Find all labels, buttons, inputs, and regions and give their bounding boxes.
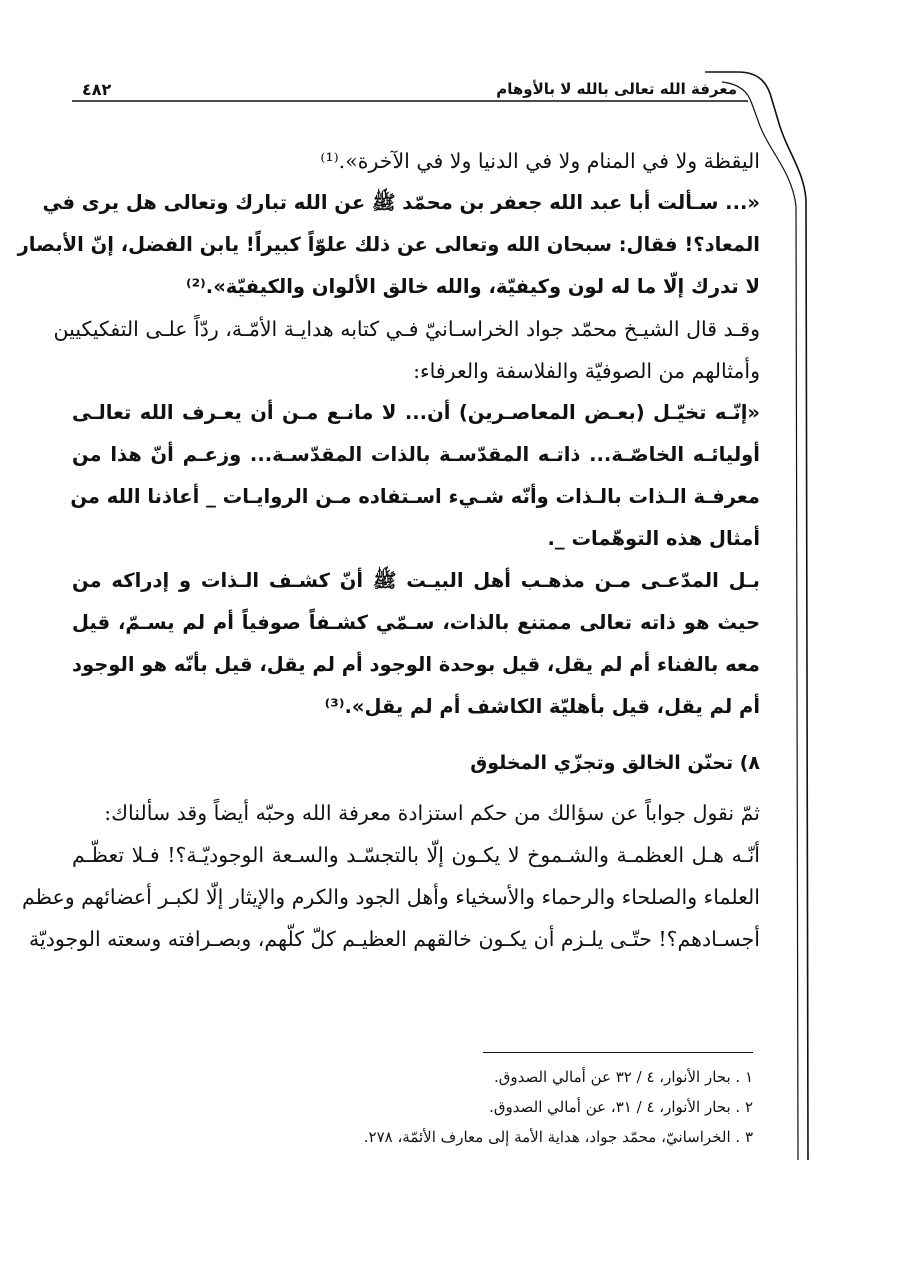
text-line: وقـد قال الشيـخ محمّد جواد الخراسـانيّ فـي كتابه هدايـة الأمّـة، ردّاً علـى التفكيكيين: [53, 317, 760, 341]
text-line: اليقظة ولا في المنام ولا في الدنيا ولا في الآخرة».⁽¹⁾: [320, 149, 760, 173]
footnote: ٢ . بحار الأنوار، ٤ / ٣١، عن أمالي الصدوق.: [489, 1098, 753, 1116]
quote-line: أمثال هذه التوهّمات _.: [547, 527, 760, 550]
main-text: [17, 140, 760, 960]
quote-line: معه بالفناء أم لم يقل، قيل بوحدة الوجود أم لم يقل، قيل بأنّه هو الوجود: [72, 653, 760, 676]
running-title: معرفة الله تعالى بالله لا بالأوهام: [496, 80, 737, 98]
text-line: أنّـه هـل العظمـة والشـموخ لا يكـون إلّا بالتجسّـد والسـعة الوجوديّـة؟! فـلا تعظّـم: [72, 843, 760, 867]
footnotes: [193, 1062, 753, 1152]
quote-line: المعاد؟! فقال: سبحان الله وتعالى عن ذلك علوّاً كبيراً! يابن الفضل، إنّ الأبصار: [17, 233, 760, 256]
quote-line: «إنّـه تخيّـل (بعـض المعاصـرين) أن... لا مانـع مـن أن يعـرف الله تعالـى: [72, 401, 760, 424]
page-number: ٤٨٢: [82, 80, 112, 99]
footnote: ٣ . الخراسانيّ، محمّد جواد، هداية الأمة إلى معارف الأئمّة، ٢٧٨.: [363, 1128, 753, 1146]
text-line: العلماء والصلحاء والرحماء والأسخياء وأهل الجود والكرم والإيثار إلّا لكبـر أعضائهم وعظم: [22, 885, 760, 909]
quote-line: لا تدرك إلّا ما له لون وكيفيّة، والله خالق الألوان والكيفيّة».⁽²⁾: [186, 275, 760, 298]
quote-line: بـل المدّعـى مـن مذهـب أهل البيـت ﷺ أنّ كشـف الـذات و إدراكه من: [72, 569, 760, 592]
quote-line: معرفـة الـذات بالـذات وأنّه شـيء اسـتفاده مـن الروايـات _ أعاذنا الله من: [70, 485, 760, 508]
section-heading: ٨) تحنّن الخالق وتجزّي المخلوق: [470, 752, 760, 774]
text-line: وأمثالهم من الصوفيّة والفلاسفة والعرفاء:: [413, 359, 760, 383]
quote-line: أوليائـه الخاصّـة... ذاتـه المقدّسـة بالذات المقدّسـة... وزعـم أنّ هذا من: [72, 443, 760, 466]
quote-line: «... سـألت أبا عبد الله جعفر بن محمّد ﷺ عن الله تبارك وتعالى هل يرى في: [42, 191, 760, 214]
quote-line: أم لم يقل، قيل بأهليّة الكاشف أم لم يقل».⁽³⁾: [324, 695, 760, 718]
text-line: ثمّ نقول جواباً عن سؤالك من حكم استزادة معرفة الله وحبّه أيضاً وقد سألناك:: [104, 801, 760, 825]
footnote-separator: [483, 1052, 753, 1053]
text-line: أجسـادهم؟! حتّـى يلـزم أن يكـون خالقهم العظيـم كلّ كلّهم، وبصـرافته وسعته الوجوديّة: [29, 927, 760, 951]
footnote: ١ . بحار الأنوار، ٤ / ٣٢ عن أمالي الصدوق.: [493, 1068, 753, 1086]
quote-line: حيث هو ذاته تعالى ممتنع بالذات، سـمّي كشـفاً صوفياً أم لم يسـمّ، قيل: [72, 611, 760, 634]
